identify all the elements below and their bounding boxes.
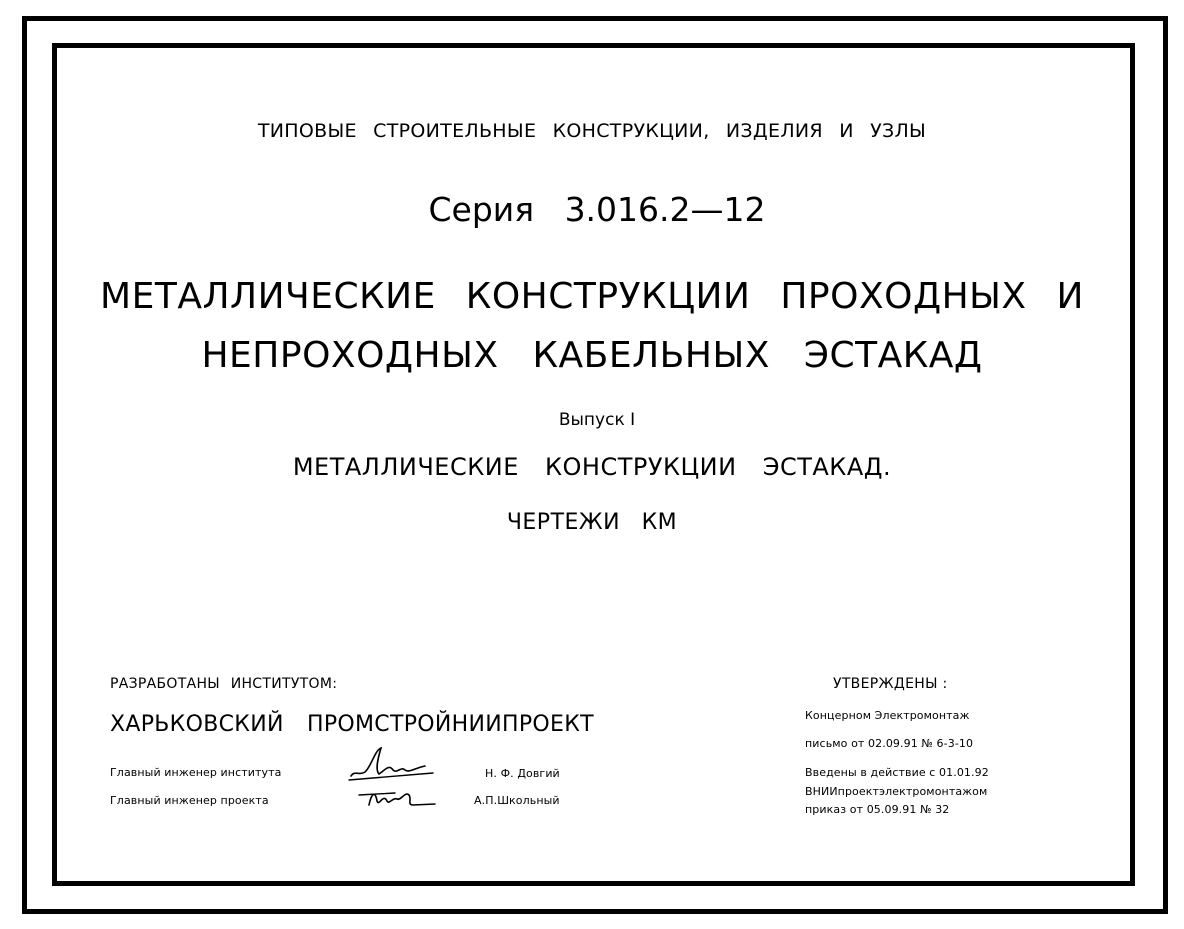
drawings-label: ЧЕРТЕЖИ КМ xyxy=(506,510,678,535)
title-line-1: МЕТАЛЛИЧЕСКИЕ КОНСТРУКЦИИ ПРОХОДНЫХ И xyxy=(100,276,1084,317)
approved-line-2: письмо от 02.09.91 № 6-3-10 xyxy=(805,737,974,750)
approved-line-4: ВНИИпроектэлектромонтажом xyxy=(805,785,988,798)
chief-institute-name: Н. Ф. Довгий xyxy=(485,767,560,780)
signature-chief-institute xyxy=(345,746,437,782)
approved-line-5: приказ от 05.09.91 № 32 xyxy=(805,803,950,816)
chief-project-label: Главный инженер проекта xyxy=(110,794,269,807)
approved-line-3: Введены в действие с 01.01.92 xyxy=(805,766,989,779)
subtitle: МЕТАЛЛИЧЕСКИЕ КОНСТРУКЦИИ ЭСТАКАД. xyxy=(292,453,892,481)
chief-institute-label: Главный инженер института xyxy=(110,766,282,779)
issue-number: Выпуск I xyxy=(558,410,636,430)
document-header: ТИПОВЫЕ СТРОИТЕЛЬНЫЕ КОНСТРУКЦИИ, ИЗДЕЛИЯ И УЗЛЫ xyxy=(257,120,927,142)
approved-label: УТВЕРЖДЕНЫ : xyxy=(833,676,948,692)
title-line-2: НЕПРОХОДНЫХ КАБЕЛЬНЫХ ЭСТАКАД xyxy=(201,335,983,376)
developer-organization: ХАРЬКОВСКИЙ ПРОМСТРОЙНИИПРОЕКТ xyxy=(110,712,594,737)
chief-project-name: А.П.Школьный xyxy=(474,794,560,807)
approved-line-1: Концерном Электромонтаж xyxy=(805,709,970,722)
series-number: Серия 3.016.2—12 xyxy=(428,190,766,229)
signature-chief-project xyxy=(355,783,439,813)
developed-label: РАЗРАБОТАНЫ ИНСТИТУТОМ: xyxy=(110,676,338,692)
